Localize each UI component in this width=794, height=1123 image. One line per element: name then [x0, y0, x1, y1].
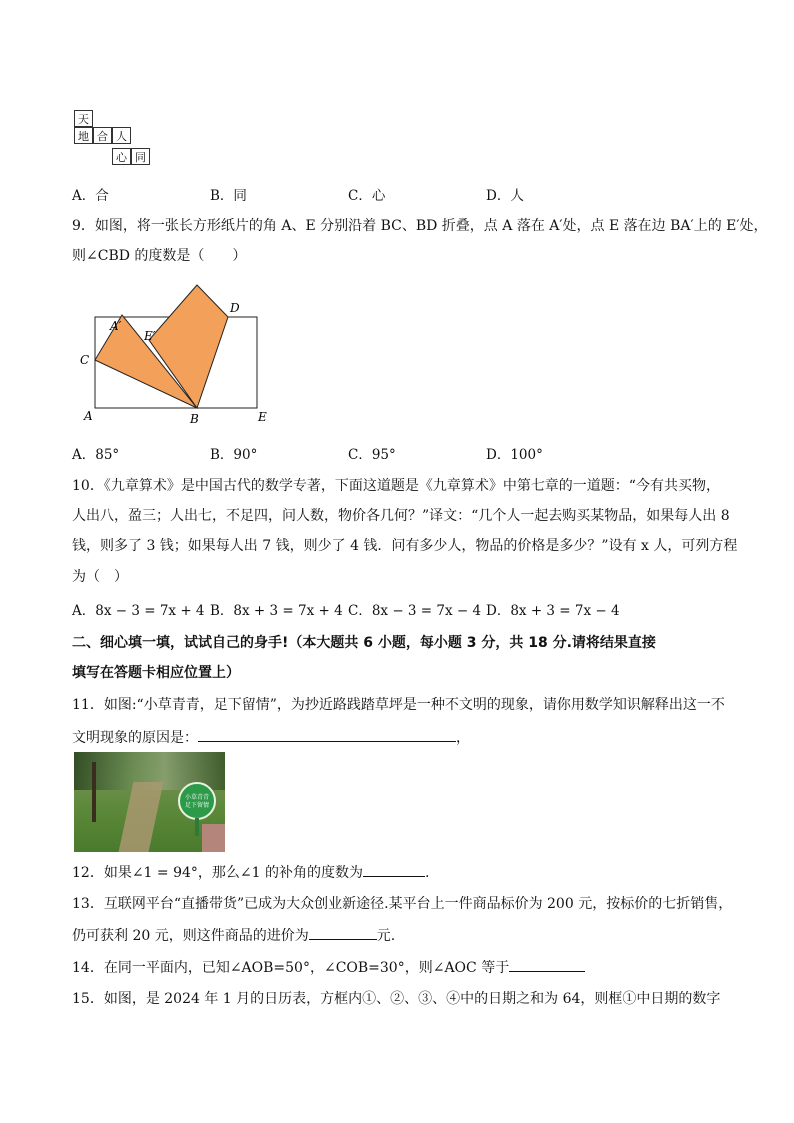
q12-answer-blank[interactable]: [363, 862, 425, 877]
q11-line2-text: 文明现象的原因是：: [72, 730, 198, 746]
folding-figure: [72, 280, 292, 430]
q11-line2-end: ，: [456, 730, 470, 746]
net-cell: 心: [112, 148, 131, 165]
label-e1: E′: [144, 329, 156, 343]
option-b[interactable]: B．90°: [210, 447, 258, 463]
q10-line3: 钱，则多了 3 钱；如果每人出 7 钱，则少了 4 钱．问有多少人，物品的价格是多少？”设有 x 人，可列方程: [72, 538, 738, 554]
label-e: E: [258, 410, 267, 424]
option-b[interactable]: B．8x + 3 = 7x + 4: [210, 603, 343, 619]
option-c[interactable]: C．8x − 3 = 7x − 4: [348, 603, 482, 619]
option-d[interactable]: D．100°: [486, 447, 543, 463]
q12-text: 12．如果∠1 = 94°，那么∠1 的补角的度数为: [72, 865, 363, 881]
option-a[interactable]: A．合: [72, 188, 109, 204]
q13-answer-blank[interactable]: [309, 925, 377, 940]
label-d: D: [230, 301, 240, 315]
net-cell: 天: [74, 110, 93, 127]
trodden-path: [119, 782, 164, 852]
sign-board: [178, 782, 216, 820]
label-a: A: [84, 409, 93, 423]
option-c[interactable]: C．心: [348, 188, 386, 204]
option-a[interactable]: A．85°: [72, 447, 120, 463]
option-d[interactable]: D．8x + 3 = 7x − 4: [486, 603, 620, 619]
q14-answer-blank[interactable]: [509, 957, 585, 972]
q14-line: [72, 957, 585, 978]
option-c[interactable]: C．95°: [348, 447, 396, 463]
q10-line2: 人出八，盈三；人出七，不足四，问人数，物价各几何？”译文：“几个人一起去购买某物品，如果每人出 8: [72, 508, 730, 524]
section-heading-line1: 二、细心填一填，试试自己的身手!（本大题共 6 小题，每小题 3 分，共 18 分.请将结果直接: [72, 635, 656, 651]
q13-end: 元.: [376, 928, 396, 944]
q13-line2: [72, 925, 395, 946]
q9-line1: 9．如图，将一张长方形纸片的角 A、E 分别沿着 BC、BD 折叠，点 A 落在 A′处，点 E 落在边 BA′上的 E′处，: [72, 218, 768, 234]
q11-line2: [72, 727, 470, 748]
section-heading-line2: 填写在答题卡相应位置上）: [72, 665, 240, 681]
q11-answer-blank[interactable]: [198, 727, 456, 742]
q12-line: [72, 862, 429, 883]
label-c: C: [80, 353, 90, 367]
sign-text-1: 小草青青: [184, 794, 209, 801]
q13-text: 仍可获利 20 元，则这件商品的进价为: [72, 928, 309, 944]
q10-line4: 为（ ）: [72, 569, 128, 585]
option-b[interactable]: B．同: [210, 188, 247, 204]
label-a1: A′: [110, 319, 122, 333]
paving-stones: [202, 824, 225, 852]
net-cell: 人: [112, 127, 131, 144]
net-cell: 地: [74, 127, 93, 144]
q13-line1: 13．互联网平台“直播带货”已成为大众创业新途径.某平台上一件商品标价为 200 元，按标价的七折销售，: [72, 896, 733, 912]
q11-line1: 11．如图:“小草青青，足下留情”，为抄近路践踏草坪是一种不文明的现象，请你用数学知识解释出这一不: [72, 697, 725, 713]
q12-end: .: [425, 865, 430, 881]
sign-post: [195, 818, 199, 836]
label-b: B: [190, 412, 199, 426]
tree-trunk: [92, 762, 96, 822]
q15-line1: 15．如图，是 2024 年 1 月的日历表，方框内①、②、③、④中的日期之和为 64，则框①中日期的数字: [72, 991, 721, 1007]
option-d[interactable]: D．人: [486, 188, 524, 204]
net-cell: 合: [93, 127, 112, 144]
net-cell: 同: [131, 148, 150, 165]
option-a[interactable]: A．8x − 3 = 7x + 4: [72, 603, 205, 619]
lawn-photo: [74, 752, 225, 852]
q9-line2: 则∠CBD 的度数是（ ）: [72, 248, 247, 264]
sign-text-2: 足下留情: [184, 802, 209, 809]
q14-text: 14．在同一平面内，已知∠AOB=50°，∠COB=30°，则∠AOC 等于: [72, 960, 510, 976]
q10-line1: 10．《九章算术》是中国古代的数学专著，下面这道题是《九章算术》中第七章的一道题：“今有共买物，: [72, 478, 720, 494]
